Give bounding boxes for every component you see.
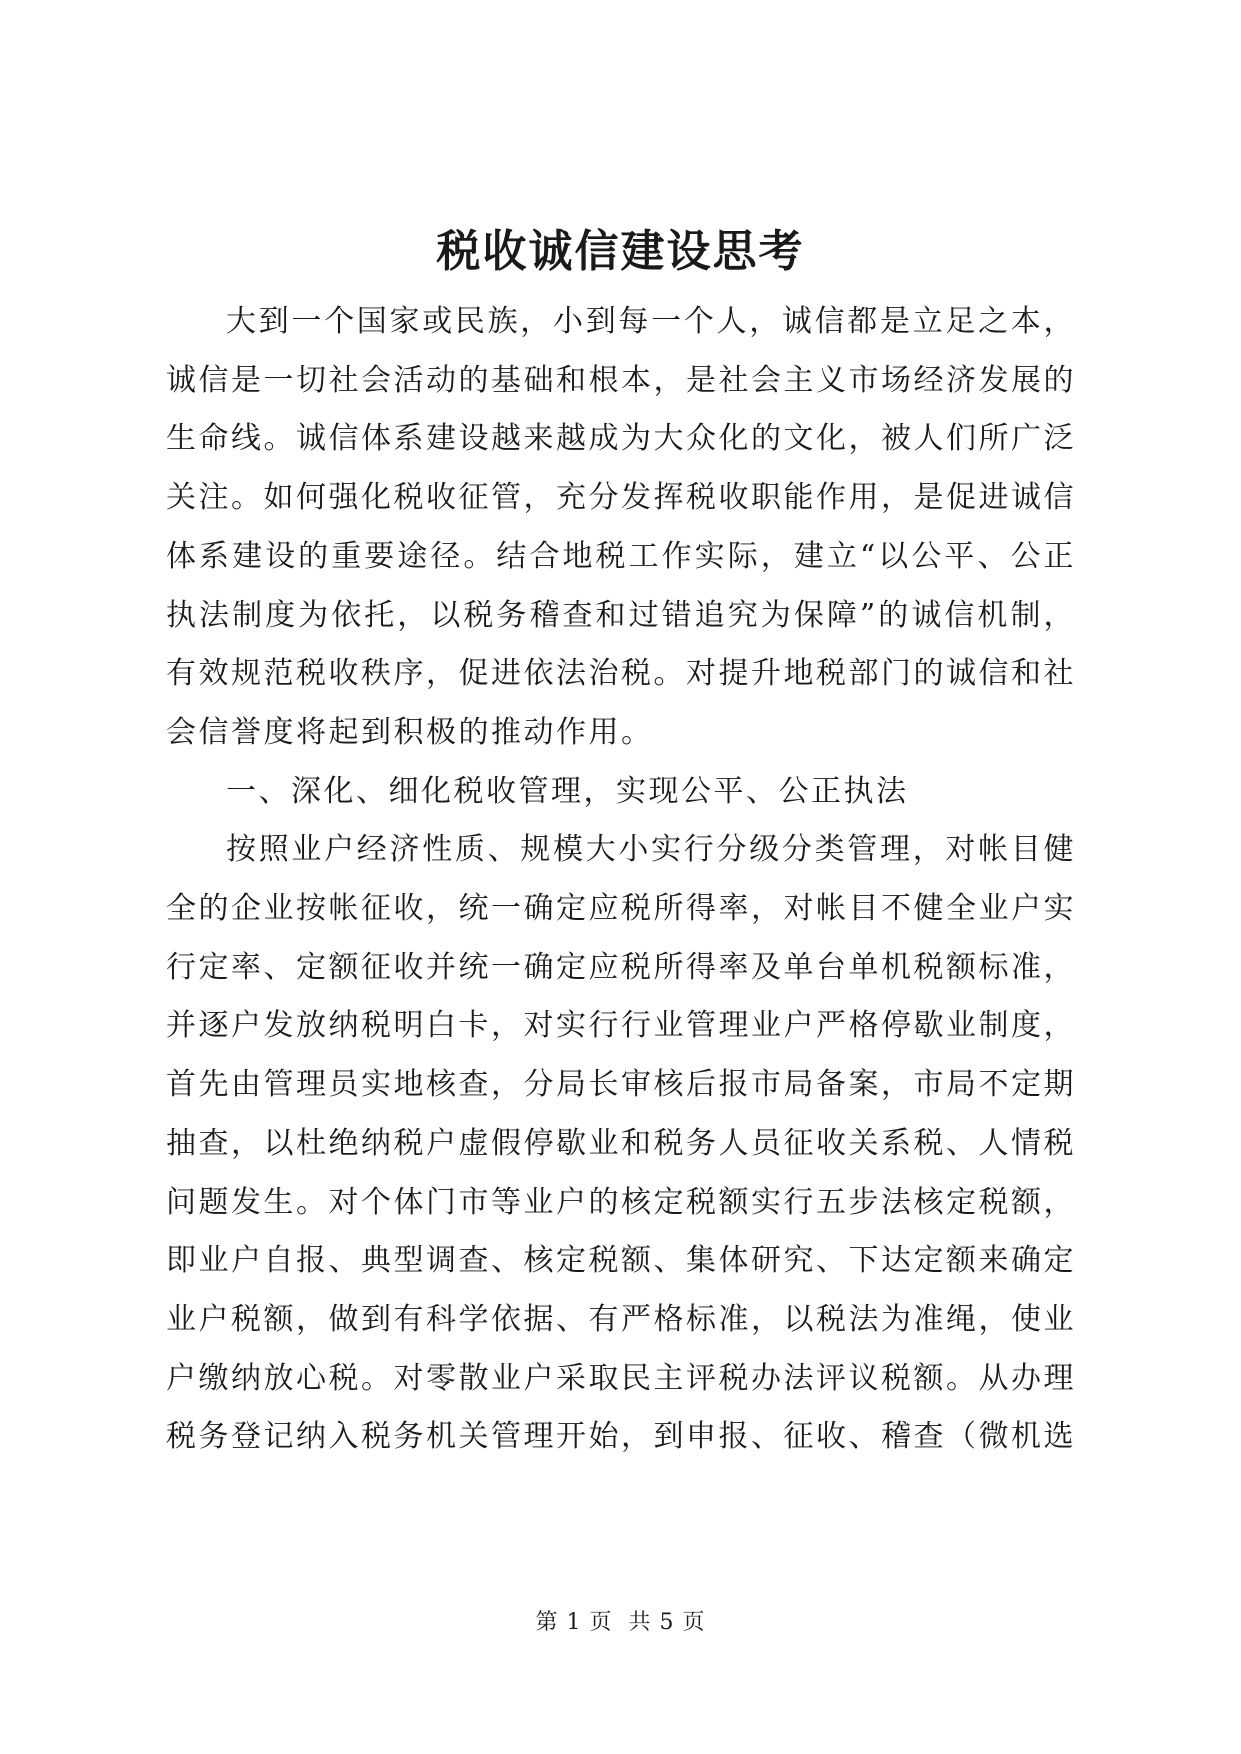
intro-paragraph: 大到一个国家或民族，小到每一个人，诚信都是立足之本，诚信是一切社会活动的基础和根本，是社会主义市场经济发展的生命线。诚信体系建设越来越成为大众化的文化，被人们所广泛关注。如何强化税收征管，充分发挥税收职能作用，是促进诚信体系建设的重要途径。结合地税工作实际，建立“以公平、公正执法制度为依托，以税务稽查和过错追究为保障”的诚信机制，有效规范税收秩序，促进依法治税。对提升地税部门的诚信和社会信誉度将起到积极的推动作用。 bbox=[166, 304, 1076, 750]
body-paragraph: 按照业户经济性质、规模大小实行分级分类管理，对帐目健全的企业按帐征收，统一确定应税所得率，对帐目不健全业户实行定率、定额征收并统一确定应税所得率及单台单机税额标准，并逐户发放纳税明白卡，对实行行业管理业户严格停歇业制度，首先由管理员实地核查，分局长审核后报市局备案，市局不定期抽查，以杜绝纳税户虚假停歇业和税务人员征收关系税、人情税问题发生。对个体门市等业户的核定税额实行五步法核定税额，即业户自报、典型调查、核定税额、集体研究、下达定额来确定业户税额，做到有科学依据、有严格标准，以税法为准绳，使业户缴纳放心税。对零散业户采取民主评税办法评议税额。从办理税务登记纳入税务机关管理开始，到申报、征收、稽查（微机选 bbox=[166, 832, 1076, 1455]
document-body bbox=[166, 293, 1076, 1467]
page-number-label: 第 1 页 共 5 页 bbox=[535, 1610, 706, 1635]
section-heading: 一、深化、细化税收管理，实现公平、公正执法 bbox=[226, 773, 909, 809]
page-footer bbox=[0, 1608, 1241, 1638]
document-title: 税收诚信建设思考 bbox=[436, 226, 805, 277]
